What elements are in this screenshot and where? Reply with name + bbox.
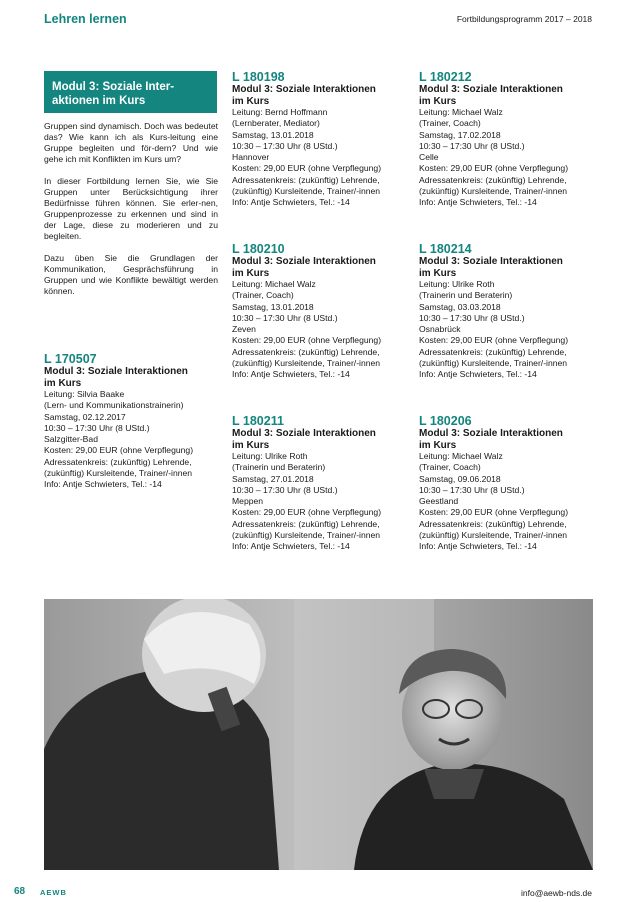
course-title: Modul 3: Soziale Interaktionen (419, 428, 563, 439)
course-block (419, 71, 599, 209)
course-code: L 170507 (44, 352, 97, 366)
course-detail-line: (Lernberater, Mediator) (232, 118, 320, 129)
course-code: L 180198 (232, 70, 285, 84)
photo-two-men-talking (44, 599, 593, 870)
course-detail-line: Kosten: 29,00 EUR (ohne Verpflegung) (232, 163, 382, 174)
course-title: Modul 3: Soziale Interaktionen (419, 84, 563, 95)
course-detail-line: (Trainerin und Beraterin) (419, 290, 513, 301)
course-code: L 180211 (232, 414, 284, 428)
course-title: Modul 3: Soziale Interaktionen (232, 256, 376, 267)
course-detail-line: (zukünftig) Kursleitende, Trainer/-innen (419, 186, 568, 197)
course-detail-line: Samstag, 13.01.2018 (232, 301, 314, 312)
course-detail-line: Adressatenkreis: (zukünftig) Lehrende, (419, 518, 567, 529)
course-detail-line: Kosten: 29,00 EUR (ohne Verpflegung) (44, 445, 194, 456)
course-detail-line: Kosten: 29,00 EUR (ohne Verpflegung) (419, 163, 569, 174)
course-detail-line: 10:30 – 17:30 Uhr (8 UStd.) (419, 312, 525, 323)
course-title-cont: im Kurs (419, 439, 457, 451)
course-detail-line: Samstag, 03.03.2018 (419, 301, 501, 312)
course-detail-line: Meppen (232, 496, 264, 507)
module-title-line1: Modul 3: Soziale Inter- (52, 81, 175, 93)
section-title: Lehren lernen (44, 12, 127, 26)
footer-email[interactable]: info@aewb-nds.de (520, 888, 592, 898)
course-block (232, 71, 412, 209)
module-title-line2: aktionen im Kurs (52, 95, 146, 107)
course-detail-line: (Trainer, Coach) (419, 118, 481, 129)
course-detail-line: Osnabrück (419, 324, 461, 335)
intro-paragraph-2: In dieser Fortbildung lernen Sie, wie Sie Gruppen unter Berücksichtigung ihrer Bedürfnisse führen können. Sie erler-nen, Gruppenprozesse zu erkennen und sind in der Lage, diese zu moderieren und zu begleiten. (44, 176, 218, 241)
course-detail-line: Kosten: 29,00 EUR (ohne Verpflegung) (419, 335, 569, 346)
course-detail-line: Samstag, 09.06.2018 (419, 473, 501, 484)
course-code: L 180206 (419, 414, 472, 428)
course-detail-line: Kosten: 29,00 EUR (ohne Verpflegung) (419, 507, 569, 518)
course-block (44, 353, 224, 491)
course-title-cont: im Kurs (232, 95, 270, 107)
course-detail-line: Info: Antje Schwieters, Tel.: -14 (419, 197, 537, 208)
course-detail-line: Info: Antje Schwieters, Tel.: -14 (232, 541, 350, 552)
course-detail-line: Adressatenkreis: (zukünftig) Lehrende, (232, 174, 380, 185)
intro-text (44, 121, 218, 297)
course-detail-line: Leitung: Michael Walz (419, 451, 503, 461)
course-title-cont: im Kurs (419, 95, 457, 107)
course-detail-line: (zukünftig) Kursleitende, Trainer/-innen (232, 530, 381, 541)
course-detail-line: Leitung: Bernd Hoffmann (232, 107, 328, 117)
course-detail-line: Geestland (419, 496, 459, 507)
course-detail-line: 10:30 – 17:30 Uhr (8 UStd.) (419, 484, 525, 495)
course-detail-line: Info: Antje Schwieters, Tel.: -14 (232, 369, 350, 380)
course-block (419, 415, 599, 553)
course-title-cont: im Kurs (232, 439, 270, 451)
course-detail-line: Kosten: 29,00 EUR (ohne Verpflegung) (232, 335, 382, 346)
course-detail-line: 10:30 – 17:30 Uhr (8 UStd.) (232, 484, 338, 495)
course-block (232, 415, 412, 553)
course-title: Modul 3: Soziale Interaktionen (232, 428, 376, 439)
course-detail-line: 10:30 – 17:30 Uhr (8 UStd.) (44, 422, 150, 433)
course-detail-line: Info: Antje Schwieters, Tel.: -14 (44, 479, 162, 490)
course-code: L 180212 (419, 70, 472, 84)
course-detail-line: (zukünftig) Kursleitende, Trainer/-innen (419, 358, 568, 369)
course-detail-line: Adressatenkreis: (zukünftig) Lehrende, (419, 174, 567, 185)
program-title: Fortbildungsprogramm 2017 – 2018 (456, 14, 592, 24)
course-code: L 180210 (232, 242, 285, 256)
course-detail-line: (Trainer, Coach) (232, 290, 294, 301)
page-number: 68 (14, 886, 26, 897)
course-title-cont: im Kurs (419, 267, 457, 279)
course-detail-line: 10:30 – 17:30 Uhr (8 UStd.) (232, 140, 338, 151)
course-detail-line: Leitung: Ulrike Roth (419, 279, 495, 289)
course-detail-line: (zukünftig) Kursleitende, Trainer/-innen (419, 530, 568, 541)
course-detail-line: Kosten: 29,00 EUR (ohne Verpflegung) (232, 507, 382, 518)
course-block (419, 243, 599, 381)
course-detail-line: Hannover (232, 152, 270, 163)
course-detail-line: Adressatenkreis: (zukünftig) Lehrende, (232, 346, 380, 357)
course-code: L 180214 (419, 242, 472, 256)
course-detail-line: (zukünftig) Kursleitende, Trainer/-innen (44, 468, 193, 479)
intro-paragraph-3: Dazu üben Sie die Grundlagen der Kommunikation, Gesprächsführung in Gruppen und wie Konflikte bewältigt werden können. (44, 253, 218, 296)
course-detail-line: Samstag, 17.02.2018 (419, 129, 501, 140)
course-detail-line: Samstag, 27.01.2018 (232, 473, 314, 484)
course-detail-line: (Lern- und Kommunikationstrainerin) (44, 400, 184, 411)
course-title: Modul 3: Soziale Interaktionen (44, 366, 188, 377)
course-title: Modul 3: Soziale Interaktionen (232, 84, 376, 95)
course-detail-line: Celle (419, 152, 439, 163)
course-detail-line: (Trainerin und Beraterin) (232, 462, 326, 473)
course-detail-line: Leitung: Ulrike Roth (232, 451, 308, 461)
course-detail-line: Leitung: Michael Walz (419, 107, 503, 117)
course-title-cont: im Kurs (232, 267, 270, 279)
course-detail-line: Info: Antje Schwieters, Tel.: -14 (419, 369, 537, 380)
course-detail-line: (Trainer, Coach) (419, 462, 481, 473)
course-detail-line: 10:30 – 17:30 Uhr (8 UStd.) (232, 312, 338, 323)
intro-column (44, 71, 218, 308)
brand-logo-text: AEWB (40, 888, 67, 897)
course-detail-line: Zeven (232, 324, 256, 335)
course-detail-line: Info: Antje Schwieters, Tel.: -14 (232, 197, 350, 208)
intro-paragraph-1: Gruppen sind dynamisch. Doch was bedeutet das? Wie kann ich als Kurs-leitung eine Gruppe begleiten und för-dern? Und wie gehe ich mit Konflikten im Kurs um? (44, 121, 218, 164)
course-detail-line: Adressatenkreis: (zukünftig) Lehrende, (44, 456, 192, 467)
course-detail-line: 10:30 – 17:30 Uhr (8 UStd.) (419, 140, 525, 151)
course-detail-line: Adressatenkreis: (zukünftig) Lehrende, (419, 346, 567, 357)
course-title: Modul 3: Soziale Interaktionen (419, 256, 563, 267)
course-detail-line: Info: Antje Schwieters, Tel.: -14 (419, 541, 537, 552)
course-detail-line: (zukünftig) Kursleitende, Trainer/-innen (232, 358, 381, 369)
course-detail-line: Adressatenkreis: (zukünftig) Lehrende, (232, 518, 380, 529)
course-title-cont: im Kurs (44, 377, 82, 389)
module-title-box (44, 71, 217, 113)
course-detail-line: Salzgitter-Bad (44, 434, 98, 445)
course-detail-line: Samstag, 02.12.2017 (44, 411, 126, 422)
course-block (232, 243, 412, 381)
course-detail-line: Samstag, 13.01.2018 (232, 129, 314, 140)
course-detail-line: (zukünftig) Kursleitende, Trainer/-innen (232, 186, 381, 197)
course-detail-line: Leitung: Michael Walz (232, 279, 316, 289)
course-detail-line: Leitung: Silvia Baake (44, 389, 125, 399)
